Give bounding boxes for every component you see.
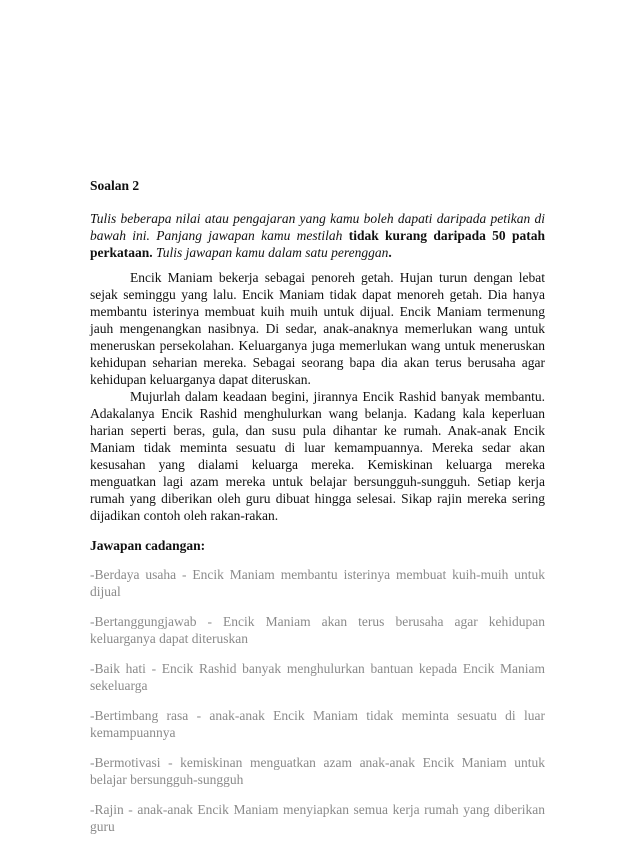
instruction-text-2: Tulis jawapan kamu dalam satu perenggan <box>152 245 389 260</box>
passage <box>90 269 545 524</box>
answer-item: -Bertanggungjawab - Encik Maniam akan terus berusaha agar kehidupan keluarganya dapat diteruskan <box>90 614 545 646</box>
instruction-text-1: Tulis beberapa nilai atau pengajaran yang kamu boleh dapati daripada petikan di bawah ini. Panjang jawapan kamu mestilah <box>90 211 545 243</box>
document-content <box>90 178 545 848</box>
section-title: Soalan 2 <box>90 178 140 193</box>
passage-paragraph-2: Mujurlah dalam keadaan begini, jirannya Encik Rashid banyak membantu. Adakalanya Encik Rashid menghulurkan wang belanja. Kadang kala keperluan harian seperti beras, gula, dan susu pula dihantar ke rumah. Anak-anak Encik Maniam tidak meminta sesuatu di luar kemampuannya. Mereka sedar akan kesusahan yang dialami keluarga mereka. Kemiskinan keluarga mereka menguatkan lagi azam mereka untuk belajar bersungguh-sungguh. Setiap kerja rumah yang diberikan oleh guru dibuat hingga selesai. Sikap rajin mereka sering dijadikan contoh oleh rakan-rakan. <box>90 389 545 523</box>
answer-item: -Berdaya usaha - Encik Maniam membantu isterinya membuat kuih-muih untuk dijual <box>90 567 545 599</box>
passage-paragraph-1: Encik Maniam bekerja sebagai penoreh getah. Hujan turun dengan lebat sejak seminggu yang lalu. Encik Maniam tidak dapat menoreh getah. Dia hanya membantu isterinya membuat kuih muih untuk dijual. Encik Maniam termenung jauh mengenangkan nasibnya. Di sedar, anak-anaknya memerlukan wang untuk meneruskan persekolahan. Keluarganya juga memerlukan wang untuk meneruskan kehidupan seharian mereka. Sebagai seorang bapa dia akan terus berusaha agar kehidupan keluarganya dapat diteruskan. <box>90 270 545 387</box>
answer-item: -Rajin - anak-anak Encik Maniam menyiapkan semua kerja rumah yang diberikan guru <box>90 802 545 834</box>
instruction-period: . <box>388 245 392 260</box>
answer-item: -Bermotivasi - kemiskinan menguatkan azam anak-anak Encik Maniam untuk belajar bersungguh-sungguh <box>90 755 545 787</box>
answers-list <box>90 566 545 835</box>
answers-heading: Jawapan cadangan: <box>90 538 206 553</box>
instruction-emphasis: tidak kurang daripada 50 patah perkataan. <box>90 228 546 260</box>
answer-item: -Baik hati - Encik Rashid banyak menghulurkan bantuan kepada Encik Maniam sekeluarga <box>90 661 545 693</box>
instruction-paragraph <box>90 210 545 261</box>
answer-item: -Bertimbang rasa - anak-anak Encik Maniam tidak meminta sesuatu di luar kemampuannya <box>90 708 545 740</box>
